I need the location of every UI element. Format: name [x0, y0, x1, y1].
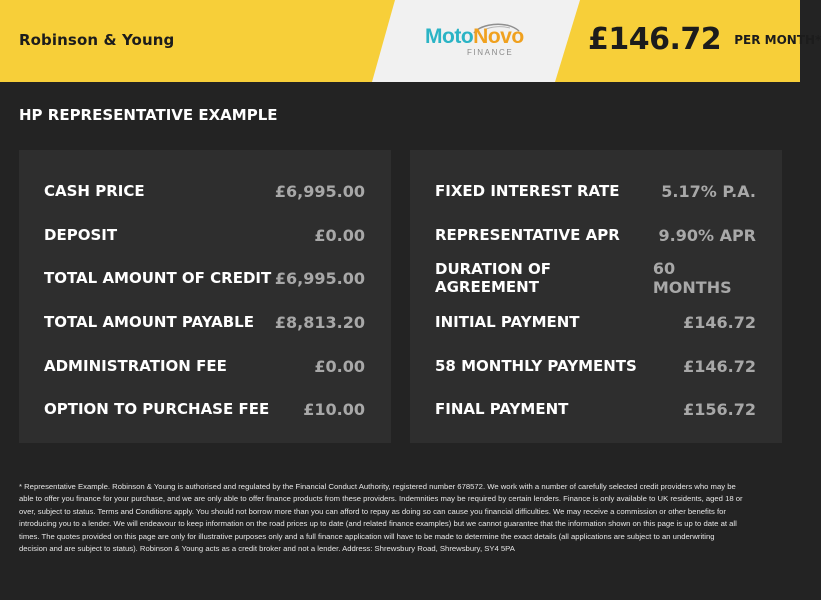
header-bar: [0, 0, 821, 82]
row-deposit: [44, 223, 365, 247]
row-label: FINAL PAYMENT: [435, 400, 569, 418]
disclaimer-text: * Representative Example. Robinson & Young is authorised and regulated by the Financial Conduct Authority, registered number 678572. We work with a number of carefully selected credit providers who may be able to offer you finance for your purchase, and we are only able to offer finance products from these providers. Indemnities may be required by certain lenders. Finance is only available to UK residents, aged 18 or over, subject to status. Terms and Conditions apply. You should not borrow more than you can afford to repay as doing so can cause you financial difficulties. We may receive a commission or other benefits for introducing you to a lender. We will endeavour to keep information on the road prices up to date (and related finance examples) but we cannot guarantee that the information shown on this page is up to date at all times. The quotes provided on this page are only for illustrative purposes only and a full finance application will have to be made to determine the exact details (all applications are subject to an underwriting decision and are subject to status). Robinson & Young acts as a credit broker and not a lender. Address: Shrewsbury Road, Shrewsbury, SY4 5PA: [19, 482, 743, 554]
row-label: CASH PRICE: [44, 182, 145, 200]
finance-terms-panel: [410, 150, 782, 443]
row-value: £6,995.00: [274, 268, 365, 288]
row-value: £8,813.20: [274, 312, 365, 332]
row-label: REPRESENTATIVE APR: [435, 226, 620, 244]
row-duration: [435, 259, 756, 297]
row-value: £6,995.00: [274, 181, 365, 201]
row-purchase-fee: [44, 397, 365, 421]
row-label: OPTION TO PURCHASE FEE: [44, 400, 270, 418]
row-final-payment: [435, 397, 756, 421]
row-label: 58 MONTHLY PAYMENTS: [435, 357, 637, 375]
finance-summary-panel: [19, 150, 391, 443]
row-label: ADMINISTRATION FEE: [44, 357, 227, 375]
row-value: £146.72: [683, 312, 756, 332]
monthly-price: [588, 22, 821, 57]
price-amount: £146.72: [588, 22, 722, 57]
row-value: £146.72: [683, 356, 756, 376]
row-monthly-payments: [435, 354, 756, 378]
row-apr: [435, 223, 756, 247]
logo-text-moto: Moto: [425, 25, 474, 48]
row-label: INITIAL PAYMENT: [435, 313, 580, 331]
row-initial-payment: [435, 310, 756, 334]
row-interest-rate: [435, 179, 756, 203]
row-label: FIXED INTEREST RATE: [435, 182, 620, 200]
row-value: £0.00: [314, 356, 365, 376]
row-value: £156.72: [683, 399, 756, 419]
row-label: DEPOSIT: [44, 226, 118, 244]
logo-text-novo: Novo: [473, 25, 524, 48]
row-value: 9.90% APR: [658, 225, 756, 245]
row-value: 5.17% P.A.: [661, 181, 756, 201]
section-title: HP REPRESENTATIVE EXAMPLE: [19, 106, 278, 124]
row-total-payable: [44, 310, 365, 334]
dealer-name: Robinson & Young: [19, 31, 175, 49]
row-value: 60 MONTHS: [652, 259, 732, 297]
logo-wordmark: [425, 26, 525, 58]
row-total-credit: [44, 266, 365, 290]
row-admin-fee: [44, 354, 365, 378]
price-suffix: PER MONTH*: [734, 32, 821, 47]
row-value: £0.00: [314, 225, 365, 245]
row-label: TOTAL AMOUNT OF CREDIT: [44, 269, 272, 287]
logo-subtitle: FINANCE: [467, 48, 514, 57]
row-cash-price: [44, 179, 365, 203]
row-value: £10.00: [303, 399, 365, 419]
row-label: DURATION OF AGREEMENT: [435, 260, 551, 296]
row-label: TOTAL AMOUNT PAYABLE: [44, 313, 254, 331]
